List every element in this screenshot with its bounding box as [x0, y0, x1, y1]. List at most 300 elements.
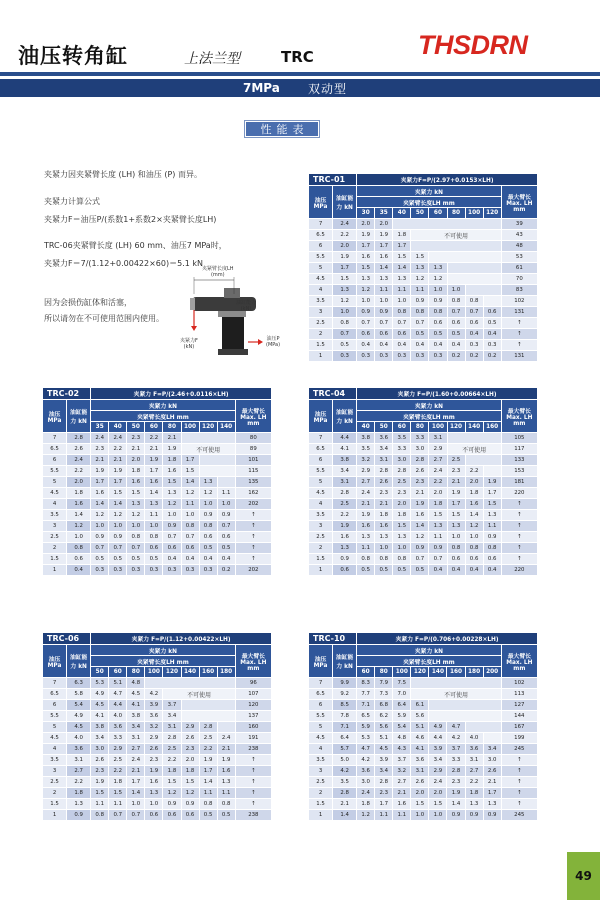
force-cell: 2.7: [393, 777, 411, 788]
capacity-label: 油缸能力 (kN): [236, 300, 257, 312]
force-cell: 2.5: [163, 744, 181, 755]
force-cell: 0.3: [181, 565, 199, 576]
header-capacity: 油缸能力 kN: [67, 400, 91, 433]
max-arm-cell: 191: [235, 733, 271, 744]
max-arm-cell: 245: [501, 744, 537, 755]
force-cell: 0.5: [199, 810, 217, 821]
force-cell: 0.7: [411, 554, 429, 565]
max-arm-cell: ↑: [235, 543, 271, 554]
force-cell: 2.0: [411, 788, 429, 799]
capacity-cell: 7.1: [333, 722, 357, 733]
pressure-cell: 6: [309, 455, 333, 466]
force-cell: 0.6: [375, 329, 393, 340]
capacity-cell: 2.5: [333, 499, 357, 510]
force-cell: 2.4: [357, 488, 375, 499]
force-cell: 4.5: [375, 744, 393, 755]
table-row: [309, 711, 538, 722]
force-cell: 0.7: [109, 543, 127, 554]
table-row: [309, 351, 538, 362]
max-arm-cell: 202: [235, 565, 271, 576]
table-row: [309, 477, 538, 488]
force-cell: 3.8: [127, 711, 145, 722]
pressure-cell: 1: [309, 810, 333, 821]
force-cell: 2.5: [199, 733, 217, 744]
capacity-cell: 6.3: [67, 678, 91, 689]
model-code: TRC: [281, 48, 314, 66]
max-arm-cell: 115: [235, 466, 271, 477]
force-cell: 0.9: [109, 532, 127, 543]
force-cell: 2.5: [109, 755, 127, 766]
force-cell: 1.8: [465, 488, 483, 499]
max-arm-cell: ↑: [235, 755, 271, 766]
arm-length-col: 50: [91, 667, 109, 678]
force-cell: 0.3: [91, 565, 109, 576]
force-cell: 1.1: [375, 285, 393, 296]
force-cell: 2.1: [375, 499, 393, 510]
max-arm-cell: 96: [235, 678, 271, 689]
capacity-cell: 0.9: [333, 554, 357, 565]
max-arm-cell: ↑: [501, 532, 537, 543]
force-cell: 1.6: [127, 477, 145, 488]
capacity-cell: 0.8: [333, 318, 357, 329]
unusable-cell: [465, 285, 501, 296]
pressure-cell: 7: [309, 433, 333, 444]
unusable-cell: 不可使用: [163, 689, 235, 700]
capacity-cell: 2.0: [67, 477, 91, 488]
force-cell: 1.0: [429, 285, 447, 296]
force-cell: 0.5: [217, 810, 235, 821]
pressure-cell: 1.5: [309, 340, 333, 351]
force-cell: 1.4: [411, 521, 429, 532]
force-cell: 1.9: [199, 755, 217, 766]
force-cell: 2.9: [429, 444, 447, 455]
unusable-cell: [199, 466, 235, 477]
table-row: [43, 755, 272, 766]
force-cell: 1.2: [163, 499, 181, 510]
force-cell: 1.7: [127, 777, 145, 788]
force-cell: 1.5: [483, 499, 501, 510]
page-subtitle: 上法兰型: [184, 51, 240, 67]
force-cell: 1.4: [447, 799, 465, 810]
force-cell: 1.4: [465, 510, 483, 521]
force-cell: 0.8: [375, 554, 393, 565]
pressure-cell: 6.5: [309, 444, 333, 455]
capacity-cell: 4.5: [67, 722, 91, 733]
capacity-cell: 3.5: [333, 777, 357, 788]
capacity-cell: 4.2: [333, 766, 357, 777]
force-cell: 0.5: [145, 554, 163, 565]
max-arm-cell: 102: [501, 296, 537, 307]
intro-line: 夹紧力因夹紧臂长度 (LH) 和油压 (P) 而异。: [44, 170, 202, 179]
table-formula: 夹紧力 F=P/(1.12+0.00422×LH): [91, 633, 272, 645]
max-arm-cell: 199: [501, 733, 537, 744]
table-row: [43, 810, 272, 821]
arm-length-col: 140: [429, 667, 447, 678]
force-cell: 1.6: [217, 766, 235, 777]
max-arm-cell: ↑: [235, 521, 271, 532]
force-cell: 1.9: [217, 755, 235, 766]
capacity-cell: 1.4: [67, 510, 91, 521]
pressure-cell: 6.5: [309, 230, 333, 241]
pressure-cell: 3: [309, 766, 333, 777]
force-cell: 1.6: [91, 488, 109, 499]
force-cell: 2.1: [217, 744, 235, 755]
force-cell: 0.7: [357, 318, 375, 329]
table-row: [309, 274, 538, 285]
pressure-cell: 6.5: [309, 689, 333, 700]
max-arm-cell: 144: [501, 711, 537, 722]
arm-length-col: 80: [375, 667, 393, 678]
pressure-cell: 7: [43, 678, 67, 689]
force-cell: 1.7: [199, 766, 217, 777]
pressure-cell: 3.5: [43, 510, 67, 521]
force-cell: 0.6: [163, 810, 181, 821]
force-cell: 0.9: [411, 296, 429, 307]
unusable-cell: [199, 455, 235, 466]
table-title: TRC-06: [43, 633, 91, 645]
unusable-cell: [181, 433, 235, 444]
force-cell: 4.9: [91, 689, 109, 700]
capacity-cell: 5.4: [67, 700, 91, 711]
max-arm-cell: ↑: [501, 340, 537, 351]
arm-length-col: 100: [465, 208, 483, 219]
force-cell: 1.1: [145, 510, 163, 521]
pressure-rating: 7MPa: [243, 81, 280, 95]
force-cell: 3.7: [163, 700, 181, 711]
force-cell: 1.8: [181, 766, 199, 777]
arm-length-col: 60: [429, 208, 447, 219]
max-arm-cell: ↑: [501, 777, 537, 788]
force-cell: 4.1: [91, 711, 109, 722]
header-max-arm: 最大臂长 Max. LH mm: [235, 400, 271, 433]
pressure-cell: 1: [309, 351, 333, 362]
force-cell: 5.9: [393, 711, 411, 722]
arm-length-col: 100: [181, 422, 199, 433]
max-arm-cell: 83: [501, 285, 537, 296]
capacity-cell: 0.6: [333, 565, 357, 576]
force-cell: 4.1: [127, 700, 145, 711]
table-row: [309, 510, 538, 521]
force-cell: 0.7: [217, 521, 235, 532]
force-cell: 1.3: [357, 532, 375, 543]
force-cell: 1.3: [483, 799, 501, 810]
perf-table-trc-01: [308, 173, 538, 362]
force-cell: 4.7: [109, 689, 127, 700]
force-cell: 0.9: [465, 810, 483, 821]
force-cell: 0.8: [91, 810, 109, 821]
table-row: [43, 689, 272, 700]
force-cell: 1.3: [199, 477, 217, 488]
pressure-cell: 3.5: [309, 296, 333, 307]
force-cell: 1.3: [447, 521, 465, 532]
force-cell: 1.4: [127, 788, 145, 799]
capacity-cell: 2.0: [333, 241, 357, 252]
force-cell: 1.9: [447, 788, 465, 799]
force-cell: 5.9: [357, 722, 375, 733]
arm-length-col: 50: [411, 208, 429, 219]
table-row: [43, 711, 272, 722]
force-cell: 1.2: [357, 285, 375, 296]
unusable-cell: [483, 296, 501, 307]
max-arm-cell: 43: [501, 230, 537, 241]
force-cell: 1.6: [163, 466, 181, 477]
arm-length-label: 夹紧臂长度LH (mm): [202, 266, 234, 278]
force-cell: 3.2: [357, 455, 375, 466]
intro-line: TRC-06夹紧臂长度 (LH) 60 mm、油压7 MPa时，: [44, 241, 227, 250]
perf-table-trc-10: [308, 632, 538, 821]
intro-line: 夹紧力计算公式: [44, 197, 100, 206]
force-cell: 0.7: [375, 318, 393, 329]
max-arm-cell: 105: [501, 433, 537, 444]
header-arm-length: 夹紧臂长度LH mm: [357, 411, 502, 422]
arm-length-col: 40: [357, 422, 375, 433]
pressure-cell: 3.5: [43, 755, 67, 766]
force-cell: 6.5: [357, 711, 375, 722]
force-cell: 0.7: [411, 318, 429, 329]
pressure-cell: 5.5: [43, 466, 67, 477]
unusable-cell: [483, 733, 501, 744]
table-title: TRC-04: [309, 388, 357, 400]
max-arm-cell: ↑: [501, 755, 537, 766]
force-cell: 1.0: [393, 543, 411, 554]
force-cell: 2.1: [483, 777, 501, 788]
force-cell: 1.8: [357, 799, 375, 810]
force-cell: 1.3: [145, 788, 163, 799]
table-row: [43, 777, 272, 788]
page-number: 49: [567, 852, 600, 900]
max-arm-cell: 53: [501, 252, 537, 263]
force-cell: 4.6: [411, 733, 429, 744]
arm-length-col: 30: [357, 208, 375, 219]
force-cell: 3.5: [357, 444, 375, 455]
pressure-cell: 2: [309, 788, 333, 799]
force-cell: 1.9: [91, 777, 109, 788]
arm-length-col: 60: [393, 422, 411, 433]
force-cell: 0.5: [127, 554, 145, 565]
force-cell: 1.5: [109, 788, 127, 799]
force-cell: 0.9: [217, 510, 235, 521]
force-cell: 8.3: [357, 678, 375, 689]
pressure-cell: 2.5: [309, 318, 333, 329]
force-cell: 2.8: [393, 466, 411, 477]
force-cell: 2.2: [429, 477, 447, 488]
force-cell: 2.4: [429, 777, 447, 788]
force-cell: 2.1: [145, 444, 163, 455]
unusable-cell: [145, 678, 235, 689]
header-force: 夹紧力 kN: [357, 400, 502, 411]
unusable-cell: [465, 722, 501, 733]
force-cell: 1.0: [199, 499, 217, 510]
force-cell: 0.7: [429, 554, 447, 565]
force-label: 夹紧力F (kN): [180, 338, 198, 350]
pressure-cell: 4: [309, 744, 333, 755]
capacity-cell: 2.2: [333, 230, 357, 241]
force-cell: 1.3: [429, 263, 447, 274]
force-cell: 0.4: [483, 329, 501, 340]
header-capacity: 油缸能力 kN: [333, 400, 357, 433]
force-cell: 1.1: [217, 788, 235, 799]
force-cell: 1.3: [393, 274, 411, 285]
force-cell: 1.0: [109, 521, 127, 532]
max-arm-cell: ↑: [235, 554, 271, 565]
arm-length-col: 140: [181, 667, 199, 678]
table-row: [43, 477, 272, 488]
force-cell: 1.0: [447, 532, 465, 543]
max-arm-cell: ↑: [501, 329, 537, 340]
force-cell: 2.0: [375, 219, 393, 230]
max-arm-cell: 135: [235, 477, 271, 488]
force-cell: 1.7: [181, 455, 199, 466]
unusable-cell: 不可使用: [411, 689, 501, 700]
force-cell: 1.6: [357, 521, 375, 532]
force-cell: 3.0: [411, 444, 429, 455]
unusable-cell: [465, 455, 501, 466]
table-row: [309, 755, 538, 766]
force-cell: 1.5: [127, 488, 145, 499]
cylinder-base: [218, 349, 248, 355]
force-cell: 2.2: [109, 444, 127, 455]
header-force: 夹紧力 kN: [357, 645, 502, 656]
table-row: [309, 543, 538, 554]
table-row: [43, 510, 272, 521]
table-row: [309, 307, 538, 318]
max-arm-cell: 120: [235, 700, 271, 711]
perf-table: [308, 387, 538, 576]
force-cell: 1.6: [145, 777, 163, 788]
table-row: [43, 565, 272, 576]
pressure-cell: 4: [43, 744, 67, 755]
force-cell: 1.6: [375, 252, 393, 263]
force-cell: 1.0: [447, 285, 465, 296]
force-cell: 0.3: [375, 351, 393, 362]
force-cell: 2.1: [109, 455, 127, 466]
force-cell: 0.4: [357, 340, 375, 351]
force-cell: 2.4: [127, 755, 145, 766]
perf-table: [42, 632, 272, 821]
force-cell: 0.7: [393, 318, 411, 329]
force-cell: 1.9: [357, 510, 375, 521]
force-cell: 3.3: [393, 444, 411, 455]
arm-length-col: 100: [145, 667, 163, 678]
force-cell: 0.9: [91, 532, 109, 543]
pressure-cell: 5: [309, 722, 333, 733]
header-max-arm: 最大臂长 Max. LH mm: [501, 400, 537, 433]
force-cell: 1.4: [199, 777, 217, 788]
force-cell: 1.2: [411, 532, 429, 543]
table-row: [309, 532, 538, 543]
force-cell: 2.2: [163, 755, 181, 766]
table-row: [309, 241, 538, 252]
force-cell: 0.4: [447, 565, 465, 576]
force-cell: 2.8: [375, 466, 393, 477]
force-cell: 0.9: [483, 532, 501, 543]
unusable-cell: [429, 700, 501, 711]
force-cell: 0.8: [465, 296, 483, 307]
force-cell: 1.7: [109, 477, 127, 488]
force-cell: 3.1: [411, 766, 429, 777]
header-max-arm: 最大臂长 Max. LH mm: [235, 645, 271, 678]
force-cell: 2.9: [429, 766, 447, 777]
force-cell: 2.4: [91, 433, 109, 444]
capacity-cell: 9.9: [333, 678, 357, 689]
max-arm-cell: ↑: [235, 777, 271, 788]
arm-length-col: 120: [199, 422, 217, 433]
arm-length-col: 60: [357, 667, 375, 678]
force-cell: 2.3: [145, 755, 163, 766]
pressure-cell: 4: [309, 285, 333, 296]
pressure-cell: 2: [43, 788, 67, 799]
unusable-cell: [217, 722, 235, 733]
force-cell: 0.6: [181, 543, 199, 554]
force-cell: 1.7: [145, 466, 163, 477]
force-cell: 2.0: [429, 788, 447, 799]
unusable-cell: [411, 241, 501, 252]
force-cell: 0.9: [447, 810, 465, 821]
force-cell: 1.0: [357, 296, 375, 307]
force-cell: 2.0: [127, 455, 145, 466]
force-cell: 5.3: [357, 733, 375, 744]
arm-length-col: 180: [465, 667, 483, 678]
force-cell: 1.9: [483, 477, 501, 488]
perf-table-trc-06: [42, 632, 272, 821]
force-cell: 2.1: [127, 766, 145, 777]
max-arm-cell: 133: [501, 455, 537, 466]
force-cell: 1.3: [393, 532, 411, 543]
capacity-cell: 2.2: [333, 510, 357, 521]
max-arm-cell: 117: [501, 444, 537, 455]
force-cell: 4.9: [429, 722, 447, 733]
force-cell: 1.2: [429, 274, 447, 285]
force-cell: 0.9: [357, 307, 375, 318]
capacity-cell: 4.4: [333, 433, 357, 444]
force-cell: 2.3: [375, 788, 393, 799]
force-cell: 2.8: [411, 455, 429, 466]
force-cell: 1.5: [393, 252, 411, 263]
max-arm-cell: ↑: [501, 766, 537, 777]
capacity-cell: 7.8: [333, 711, 357, 722]
force-cell: 5.6: [375, 722, 393, 733]
header-capacity: 油缸能力 kN: [333, 186, 357, 219]
force-cell: 1.2: [109, 510, 127, 521]
perf-table-trc-02: [42, 387, 272, 576]
force-cell: 3.0: [357, 777, 375, 788]
header-arm-length: 夹紧臂长度LH mm: [357, 197, 502, 208]
arm-length-col: 40: [109, 422, 127, 433]
force-cell: 0.6: [217, 532, 235, 543]
force-cell: 2.8: [163, 733, 181, 744]
capacity-cell: 1.8: [67, 788, 91, 799]
force-cell: 1.0: [393, 296, 411, 307]
force-cell: 3.6: [375, 433, 393, 444]
force-cell: 3.9: [429, 744, 447, 755]
force-cell: 0.3: [127, 565, 145, 576]
force-cell: 1.9: [447, 488, 465, 499]
capacity-cell: 0.9: [67, 810, 91, 821]
force-cell: 1.5: [163, 777, 181, 788]
header-arm-length: 夹紧臂长度LH mm: [357, 656, 502, 667]
table-row: [43, 444, 272, 455]
intro-line: 所以请勿在不可使用范围内使用。: [44, 314, 164, 323]
force-cell: 1.1: [357, 543, 375, 554]
force-cell: 0.4: [199, 554, 217, 565]
header-arm-length: 夹紧臂长度LH mm: [91, 656, 236, 667]
force-cell: 2.8: [375, 777, 393, 788]
capacity-cell: 3.8: [333, 455, 357, 466]
force-cell: 1.2: [465, 521, 483, 532]
force-cell: 1.3: [357, 274, 375, 285]
force-cell: 2.5: [393, 477, 411, 488]
table-row: [309, 810, 538, 821]
